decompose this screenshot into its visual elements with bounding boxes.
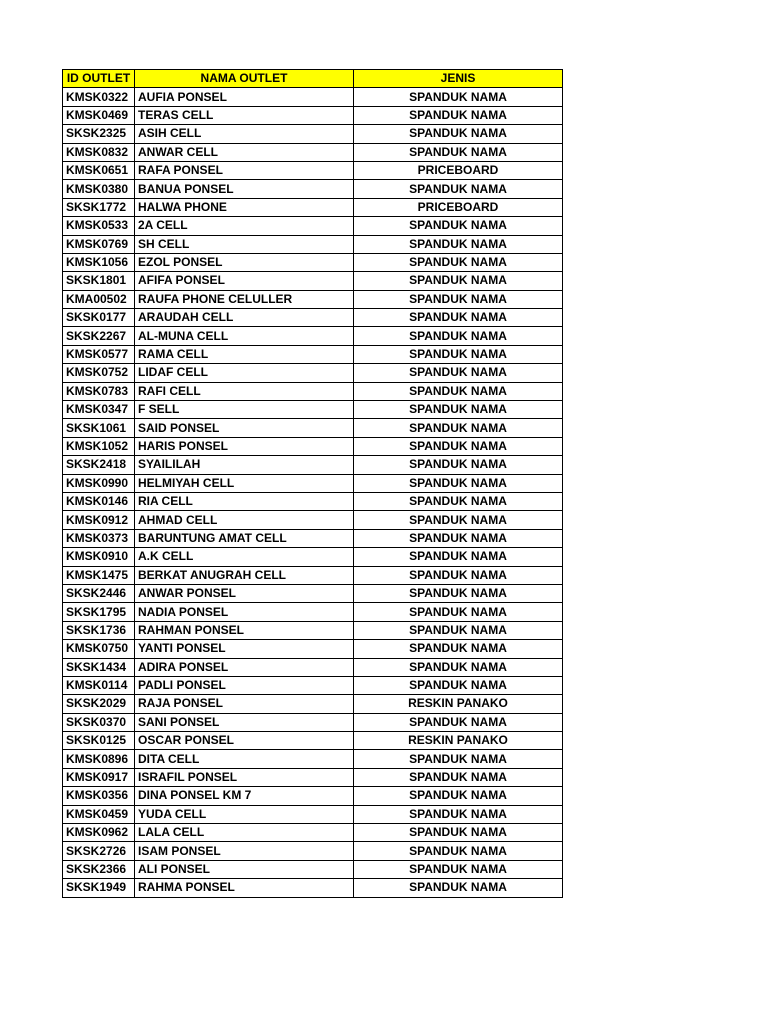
cell-jenis: SPANDUK NAMA [354, 511, 563, 529]
cell-nama-outlet: RAFA PONSEL [135, 161, 354, 179]
cell-id-outlet: KMSK0380 [63, 180, 135, 198]
cell-nama-outlet: HALWA PHONE [135, 198, 354, 216]
cell-jenis: SPANDUK NAMA [354, 621, 563, 639]
cell-id-outlet: KMSK0769 [63, 235, 135, 253]
cell-jenis: SPANDUK NAMA [354, 713, 563, 731]
cell-jenis: SPANDUK NAMA [354, 327, 563, 345]
table-row [63, 143, 563, 161]
cell-nama-outlet: LIDAF CELL [135, 364, 354, 382]
cell-nama-outlet: YANTI PONSEL [135, 640, 354, 658]
table-row [63, 695, 563, 713]
cell-jenis: SPANDUK NAMA [354, 492, 563, 510]
table-row [63, 805, 563, 823]
cell-jenis: SPANDUK NAMA [354, 290, 563, 308]
table-row [63, 640, 563, 658]
cell-id-outlet: KMSK0651 [63, 161, 135, 179]
cell-id-outlet: KMSK1052 [63, 437, 135, 455]
cell-nama-outlet: HELMIYAH CELL [135, 474, 354, 492]
cell-jenis: SPANDUK NAMA [354, 180, 563, 198]
cell-nama-outlet: AHMAD CELL [135, 511, 354, 529]
cell-nama-outlet: AUFIA PONSEL [135, 88, 354, 106]
cell-id-outlet: KMSK0783 [63, 382, 135, 400]
cell-jenis: RESKIN PANAKO [354, 732, 563, 750]
cell-jenis: SPANDUK NAMA [354, 584, 563, 602]
cell-id-outlet: SKSK0370 [63, 713, 135, 731]
cell-jenis: SPANDUK NAMA [354, 217, 563, 235]
cell-id-outlet: KMSK0832 [63, 143, 135, 161]
cell-id-outlet: SKSK0125 [63, 732, 135, 750]
cell-id-outlet: SKSK1736 [63, 621, 135, 639]
cell-jenis: SPANDUK NAMA [354, 658, 563, 676]
table-row [63, 824, 563, 842]
cell-id-outlet: KMSK0912 [63, 511, 135, 529]
table-row [63, 548, 563, 566]
cell-nama-outlet: DINA PONSEL KM 7 [135, 787, 354, 805]
cell-id-outlet: KMSK0752 [63, 364, 135, 382]
table-row [63, 309, 563, 327]
cell-id-outlet: SKSK2325 [63, 125, 135, 143]
cell-jenis: SPANDUK NAMA [354, 272, 563, 290]
table-row [63, 529, 563, 547]
table-row [63, 768, 563, 786]
cell-jenis: SPANDUK NAMA [354, 253, 563, 271]
cell-id-outlet: SKSK2446 [63, 584, 135, 602]
cell-nama-outlet: NADIA PONSEL [135, 603, 354, 621]
header-nama-outlet: NAMA OUTLET [135, 70, 354, 88]
table-row [63, 272, 563, 290]
table-row [63, 437, 563, 455]
cell-id-outlet: KMSK0459 [63, 805, 135, 823]
cell-nama-outlet: HARIS PONSEL [135, 437, 354, 455]
cell-nama-outlet: RAHMAN PONSEL [135, 621, 354, 639]
table-row [63, 88, 563, 106]
cell-jenis: SPANDUK NAMA [354, 456, 563, 474]
cell-nama-outlet: ANWAR CELL [135, 143, 354, 161]
cell-id-outlet: KMSK1475 [63, 566, 135, 584]
cell-jenis: SPANDUK NAMA [354, 640, 563, 658]
header-jenis: JENIS [354, 70, 563, 88]
cell-jenis: PRICEBOARD [354, 161, 563, 179]
table-row [63, 401, 563, 419]
cell-jenis: SPANDUK NAMA [354, 88, 563, 106]
cell-jenis: SPANDUK NAMA [354, 345, 563, 363]
cell-nama-outlet: DITA CELL [135, 750, 354, 768]
cell-jenis: SPANDUK NAMA [354, 143, 563, 161]
cell-nama-outlet: ADIRA PONSEL [135, 658, 354, 676]
cell-id-outlet: KMSK0533 [63, 217, 135, 235]
cell-id-outlet: SKSK1949 [63, 879, 135, 897]
outlet-table [62, 69, 563, 898]
cell-jenis: SPANDUK NAMA [354, 842, 563, 860]
table-row [63, 603, 563, 621]
cell-id-outlet: SKSK1061 [63, 419, 135, 437]
table-row [63, 106, 563, 124]
cell-jenis: SPANDUK NAMA [354, 401, 563, 419]
cell-nama-outlet: RAHMA PONSEL [135, 879, 354, 897]
cell-nama-outlet: SANI PONSEL [135, 713, 354, 731]
cell-id-outlet: SKSK1795 [63, 603, 135, 621]
cell-nama-outlet: BARUNTUNG AMAT CELL [135, 529, 354, 547]
cell-jenis: SPANDUK NAMA [354, 235, 563, 253]
table-row [63, 566, 563, 584]
cell-id-outlet: KMSK0896 [63, 750, 135, 768]
cell-jenis: SPANDUK NAMA [354, 824, 563, 842]
cell-id-outlet: SKSK2418 [63, 456, 135, 474]
cell-nama-outlet: RIA CELL [135, 492, 354, 510]
cell-id-outlet: KMSK0917 [63, 768, 135, 786]
table-row [63, 621, 563, 639]
cell-nama-outlet: RAJA PONSEL [135, 695, 354, 713]
cell-nama-outlet: BERKAT ANUGRAH CELL [135, 566, 354, 584]
table-row [63, 290, 563, 308]
header-row [63, 70, 563, 88]
cell-nama-outlet: PADLI PONSEL [135, 676, 354, 694]
cell-jenis: SPANDUK NAMA [354, 879, 563, 897]
table-row [63, 217, 563, 235]
table-row [63, 419, 563, 437]
cell-jenis: RESKIN PANAKO [354, 695, 563, 713]
cell-id-outlet: KMSK0114 [63, 676, 135, 694]
table-row [63, 382, 563, 400]
cell-nama-outlet: LALA CELL [135, 824, 354, 842]
cell-jenis: SPANDUK NAMA [354, 787, 563, 805]
cell-id-outlet: KMSK0356 [63, 787, 135, 805]
table-row [63, 860, 563, 878]
cell-jenis: PRICEBOARD [354, 198, 563, 216]
table-row [63, 750, 563, 768]
table-row [63, 161, 563, 179]
cell-id-outlet: KMSK1056 [63, 253, 135, 271]
cell-id-outlet: SKSK1434 [63, 658, 135, 676]
cell-jenis: SPANDUK NAMA [354, 309, 563, 327]
cell-id-outlet: SKSK2029 [63, 695, 135, 713]
cell-jenis: SPANDUK NAMA [354, 437, 563, 455]
table-row [63, 198, 563, 216]
cell-nama-outlet: RAUFA PHONE CELULLER [135, 290, 354, 308]
cell-nama-outlet: OSCAR PONSEL [135, 732, 354, 750]
cell-id-outlet: KMSK0577 [63, 345, 135, 363]
table-row [63, 474, 563, 492]
cell-id-outlet: SKSK2726 [63, 842, 135, 860]
table-row [63, 327, 563, 345]
table-row [63, 345, 563, 363]
cell-jenis: SPANDUK NAMA [354, 474, 563, 492]
cell-id-outlet: SKSK2267 [63, 327, 135, 345]
cell-jenis: SPANDUK NAMA [354, 603, 563, 621]
cell-nama-outlet: SH CELL [135, 235, 354, 253]
cell-id-outlet: KMSK0347 [63, 401, 135, 419]
cell-nama-outlet: ISAM PONSEL [135, 842, 354, 860]
cell-id-outlet: KMSK0990 [63, 474, 135, 492]
cell-nama-outlet: ALI PONSEL [135, 860, 354, 878]
cell-nama-outlet: YUDA CELL [135, 805, 354, 823]
cell-jenis: SPANDUK NAMA [354, 860, 563, 878]
table-row [63, 456, 563, 474]
table-row [63, 584, 563, 602]
cell-jenis: SPANDUK NAMA [354, 529, 563, 547]
table-row [63, 511, 563, 529]
table-body [63, 88, 563, 897]
cell-id-outlet: SKSK2366 [63, 860, 135, 878]
table-row [63, 676, 563, 694]
table-row [63, 787, 563, 805]
cell-id-outlet: SKSK0177 [63, 309, 135, 327]
cell-id-outlet: KMA00502 [63, 290, 135, 308]
cell-nama-outlet: F SELL [135, 401, 354, 419]
table-row [63, 713, 563, 731]
cell-nama-outlet: SAID PONSEL [135, 419, 354, 437]
cell-id-outlet: SKSK1801 [63, 272, 135, 290]
cell-id-outlet: KMSK0373 [63, 529, 135, 547]
cell-nama-outlet: SYAILILAH [135, 456, 354, 474]
cell-jenis: SPANDUK NAMA [354, 676, 563, 694]
cell-nama-outlet: A.K CELL [135, 548, 354, 566]
cell-nama-outlet: ISRAFIL PONSEL [135, 768, 354, 786]
table-row [63, 732, 563, 750]
cell-nama-outlet: AFIFA PONSEL [135, 272, 354, 290]
table-row [63, 879, 563, 897]
cell-id-outlet: KMSK0469 [63, 106, 135, 124]
cell-id-outlet: KMSK0962 [63, 824, 135, 842]
cell-id-outlet: SKSK1772 [63, 198, 135, 216]
table-row [63, 492, 563, 510]
cell-jenis: SPANDUK NAMA [354, 750, 563, 768]
cell-jenis: SPANDUK NAMA [354, 382, 563, 400]
cell-nama-outlet: TERAS CELL [135, 106, 354, 124]
table-row [63, 253, 563, 271]
cell-jenis: SPANDUK NAMA [354, 805, 563, 823]
cell-jenis: SPANDUK NAMA [354, 364, 563, 382]
cell-jenis: SPANDUK NAMA [354, 106, 563, 124]
table-row [63, 235, 563, 253]
cell-nama-outlet: RAMA CELL [135, 345, 354, 363]
cell-jenis: SPANDUK NAMA [354, 548, 563, 566]
cell-nama-outlet: 2A CELL [135, 217, 354, 235]
table-row [63, 125, 563, 143]
cell-jenis: SPANDUK NAMA [354, 419, 563, 437]
cell-nama-outlet: RAFI CELL [135, 382, 354, 400]
table-row [63, 842, 563, 860]
table-row [63, 364, 563, 382]
cell-id-outlet: KMSK0146 [63, 492, 135, 510]
cell-nama-outlet: EZOL PONSEL [135, 253, 354, 271]
cell-nama-outlet: BANUA PONSEL [135, 180, 354, 198]
cell-jenis: SPANDUK NAMA [354, 768, 563, 786]
table-row [63, 180, 563, 198]
cell-nama-outlet: ANWAR PONSEL [135, 584, 354, 602]
cell-nama-outlet: ARAUDAH CELL [135, 309, 354, 327]
cell-nama-outlet: ASIH CELL [135, 125, 354, 143]
cell-id-outlet: KMSK0750 [63, 640, 135, 658]
cell-jenis: SPANDUK NAMA [354, 125, 563, 143]
cell-id-outlet: KMSK0322 [63, 88, 135, 106]
table-row [63, 658, 563, 676]
cell-nama-outlet: AL-MUNA CELL [135, 327, 354, 345]
header-id-outlet: ID OUTLET [63, 70, 135, 88]
cell-jenis: SPANDUK NAMA [354, 566, 563, 584]
cell-id-outlet: KMSK0910 [63, 548, 135, 566]
table-header [63, 70, 563, 88]
